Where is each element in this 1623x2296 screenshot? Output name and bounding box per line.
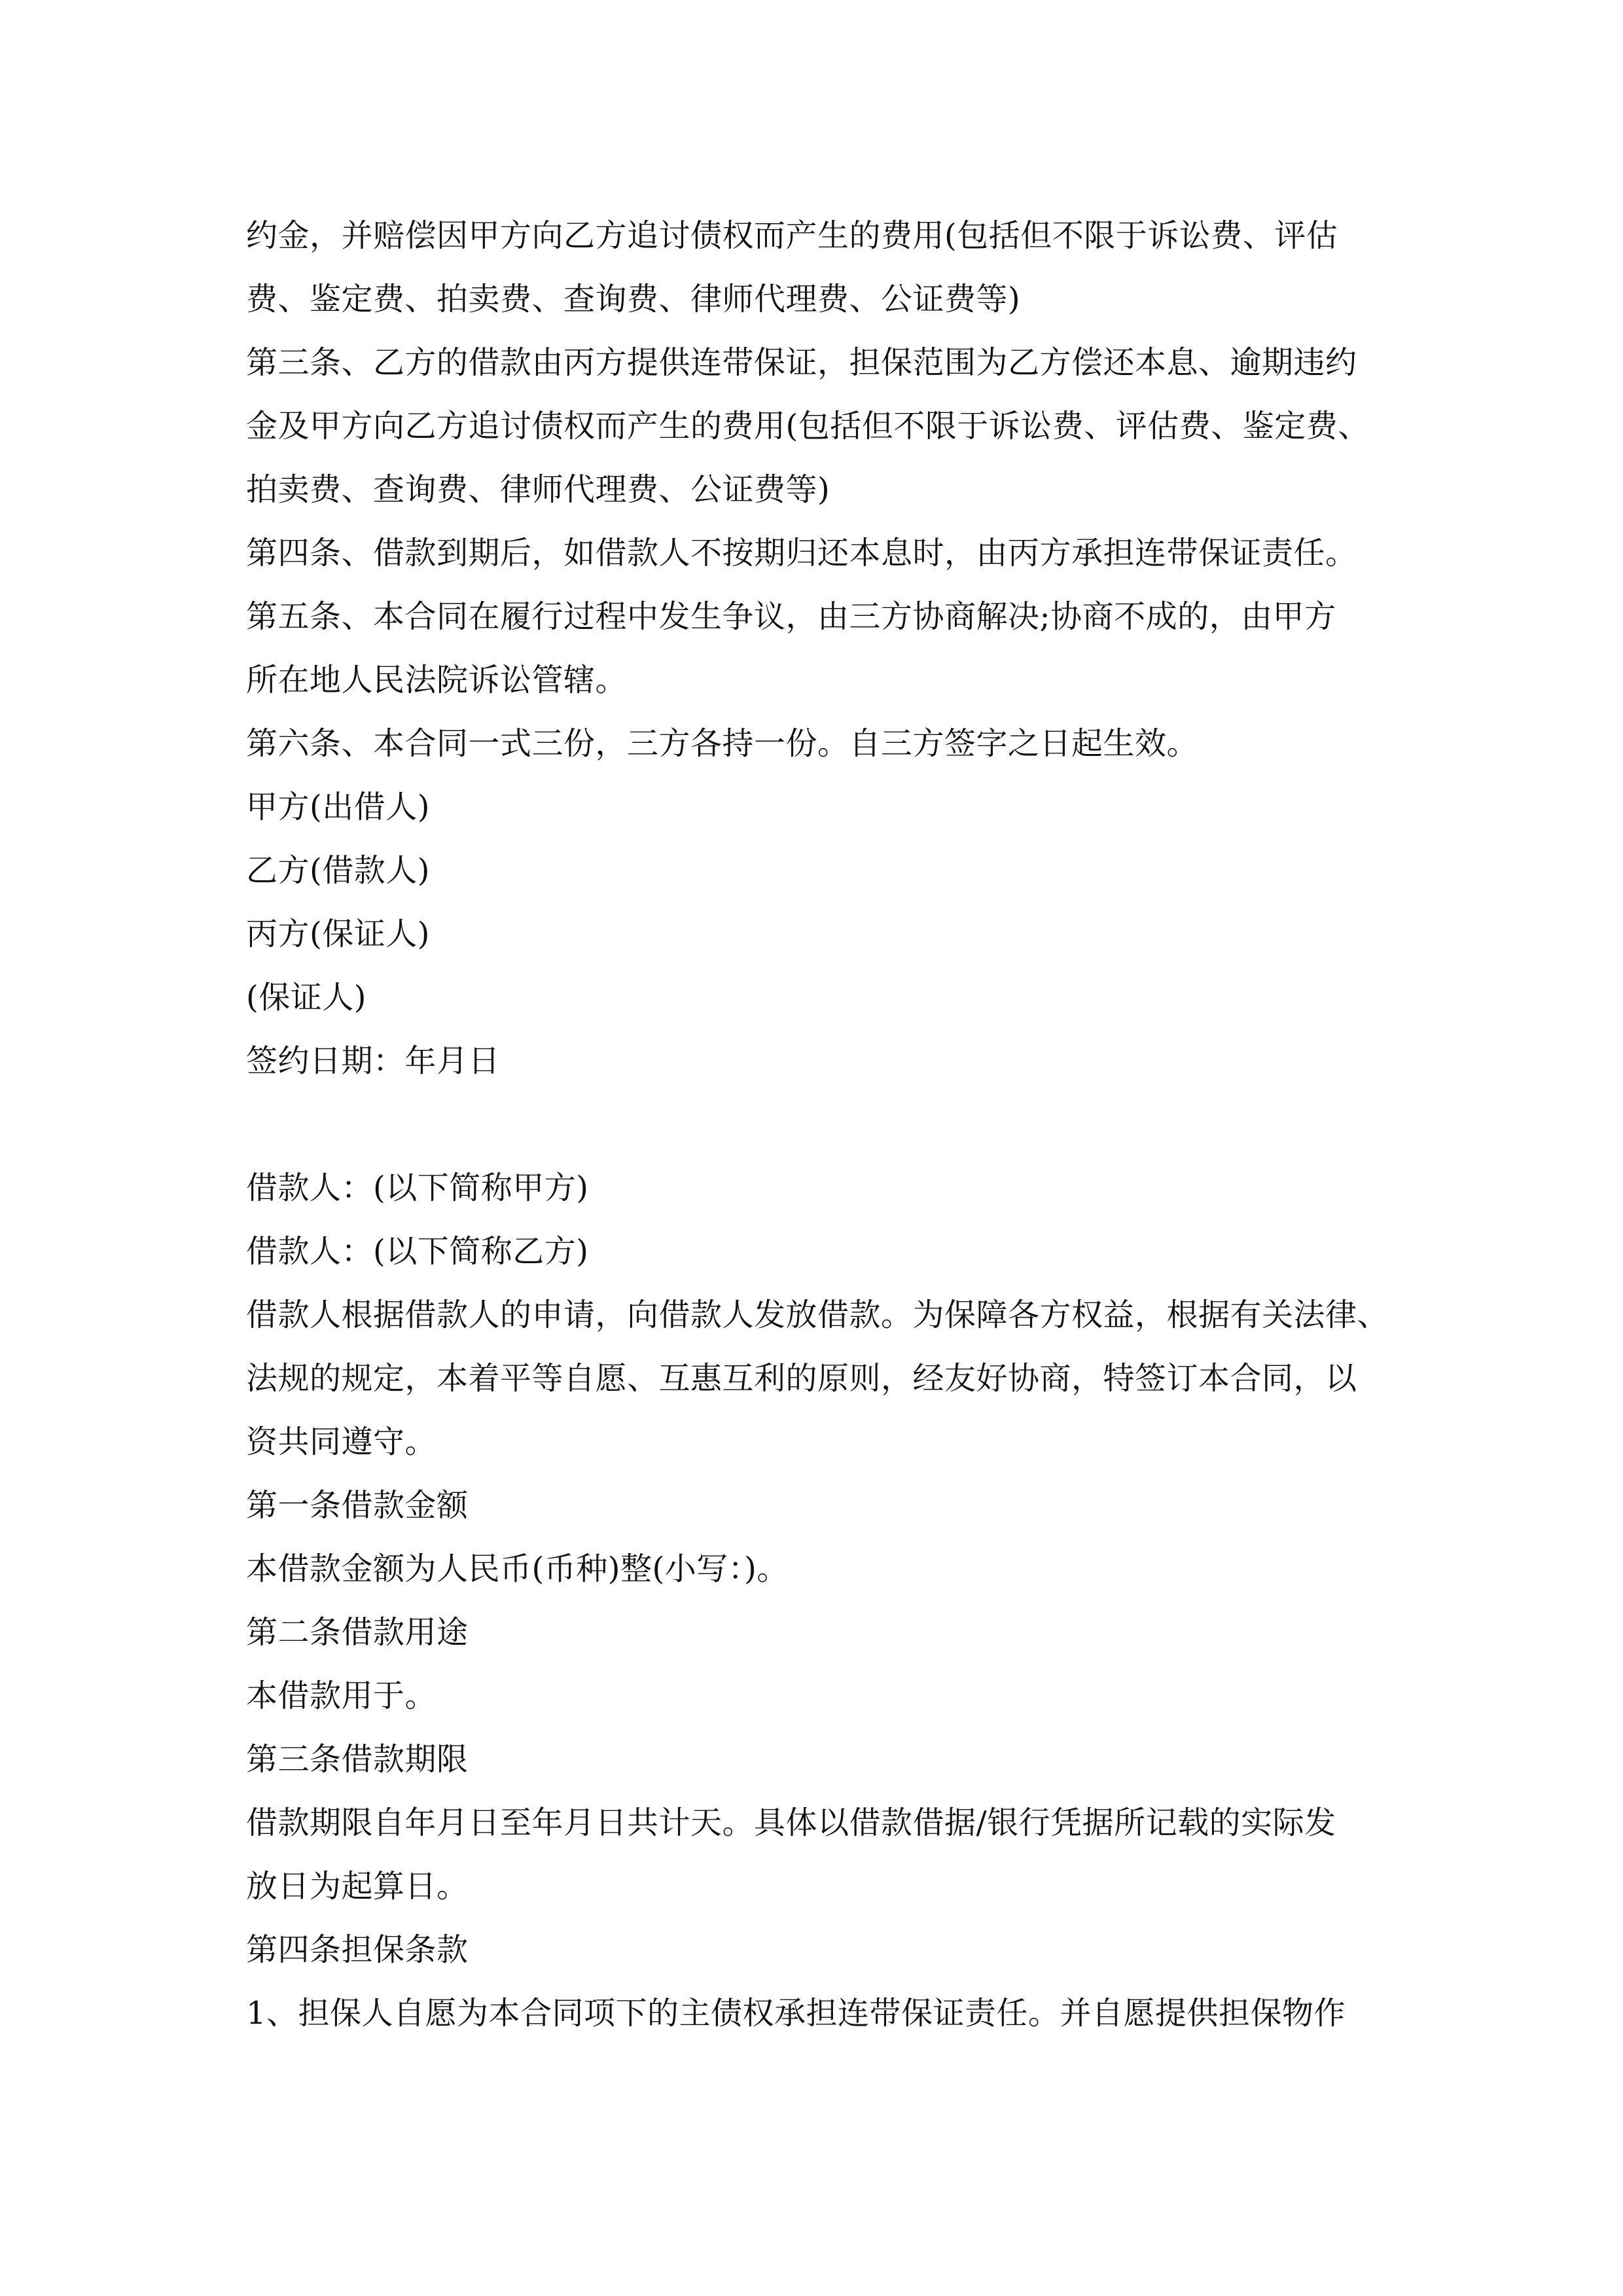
text-line: 所在地人民法院诉讼管辖。 [246, 662, 628, 698]
text-line: 资共同遵守。 [246, 1424, 437, 1460]
text-line: 拍卖费、查询费、律师代理费、公证费等) [246, 471, 830, 508]
text-line: 金及甲方向乙方追讨债权而产生的费用(包括但不限于诉讼费、评估费、鉴定费、 [246, 408, 1370, 444]
section-heading: 第一条借款金额 [246, 1487, 469, 1524]
text-line: 借款人：(以下简称乙方) [246, 1233, 589, 1270]
document-body [246, 204, 1398, 2045]
text-line: 本借款金额为人民币(币种)整(小写：)。 [246, 1551, 789, 1587]
section-heading: 第四条担保条款 [246, 1931, 469, 1968]
blank-line [246, 1093, 1398, 1157]
text-line: 费、鉴定费、拍卖费、查询费、律师代理费、公证费等) [246, 281, 1021, 317]
text-line: 借款人：(以下简称甲方) [246, 1170, 589, 1206]
section-heading: 第二条借款用途 [246, 1614, 469, 1651]
text-line: 借款人根据借款人的申请，向借款人发放借款。为保障各方权益，根据有关法律、 [246, 1297, 1389, 1333]
text-line: 本借款用于。 [246, 1677, 437, 1714]
signing-date: 签约日期：年月日 [246, 1043, 501, 1079]
text-line: 1、担保人自愿为本合同项下的主债权承担连带保证责任。并自愿提供担保物作 [246, 1995, 1346, 2032]
party-a-label: 甲方(出借人) [246, 789, 430, 825]
text-line: 第四条、借款到期后，如借款人不按期归还本息时，由丙方承担连带保证责任。 [246, 535, 1357, 571]
party-c-label: 丙方(保证人) [246, 916, 430, 952]
text-line: 第三条、乙方的借款由丙方提供连带保证，担保范围为乙方偿还本息、逾期违约 [246, 344, 1357, 381]
guarantor-label: (保证人) [246, 979, 366, 1016]
text-line: 第五条、本合同在履行过程中发生争议，由三方协商解决;协商不成的，由甲方 [246, 598, 1336, 635]
party-b-label: 乙方(借款人) [246, 852, 430, 889]
text-line: 第六条、本合同一式三份，三方各持一份。自三方签字之日起生效。 [246, 725, 1199, 762]
text-line: 放日为起算日。 [246, 1868, 469, 1905]
text-line: 约金，并赔偿因甲方向乙方追讨债权而产生的费用(包括但不限于诉讼费、评估 [246, 217, 1338, 254]
text-line: 借款期限自年月日至年月日共计天。具体以借款借据/银行凭据所记载的实际发 [246, 1804, 1336, 1841]
text-line: 法规的规定，本着平等自愿、互惠互利的原则，经友好协商，特签订本合同，以 [246, 1360, 1357, 1397]
section-heading: 第三条借款期限 [246, 1741, 469, 1778]
